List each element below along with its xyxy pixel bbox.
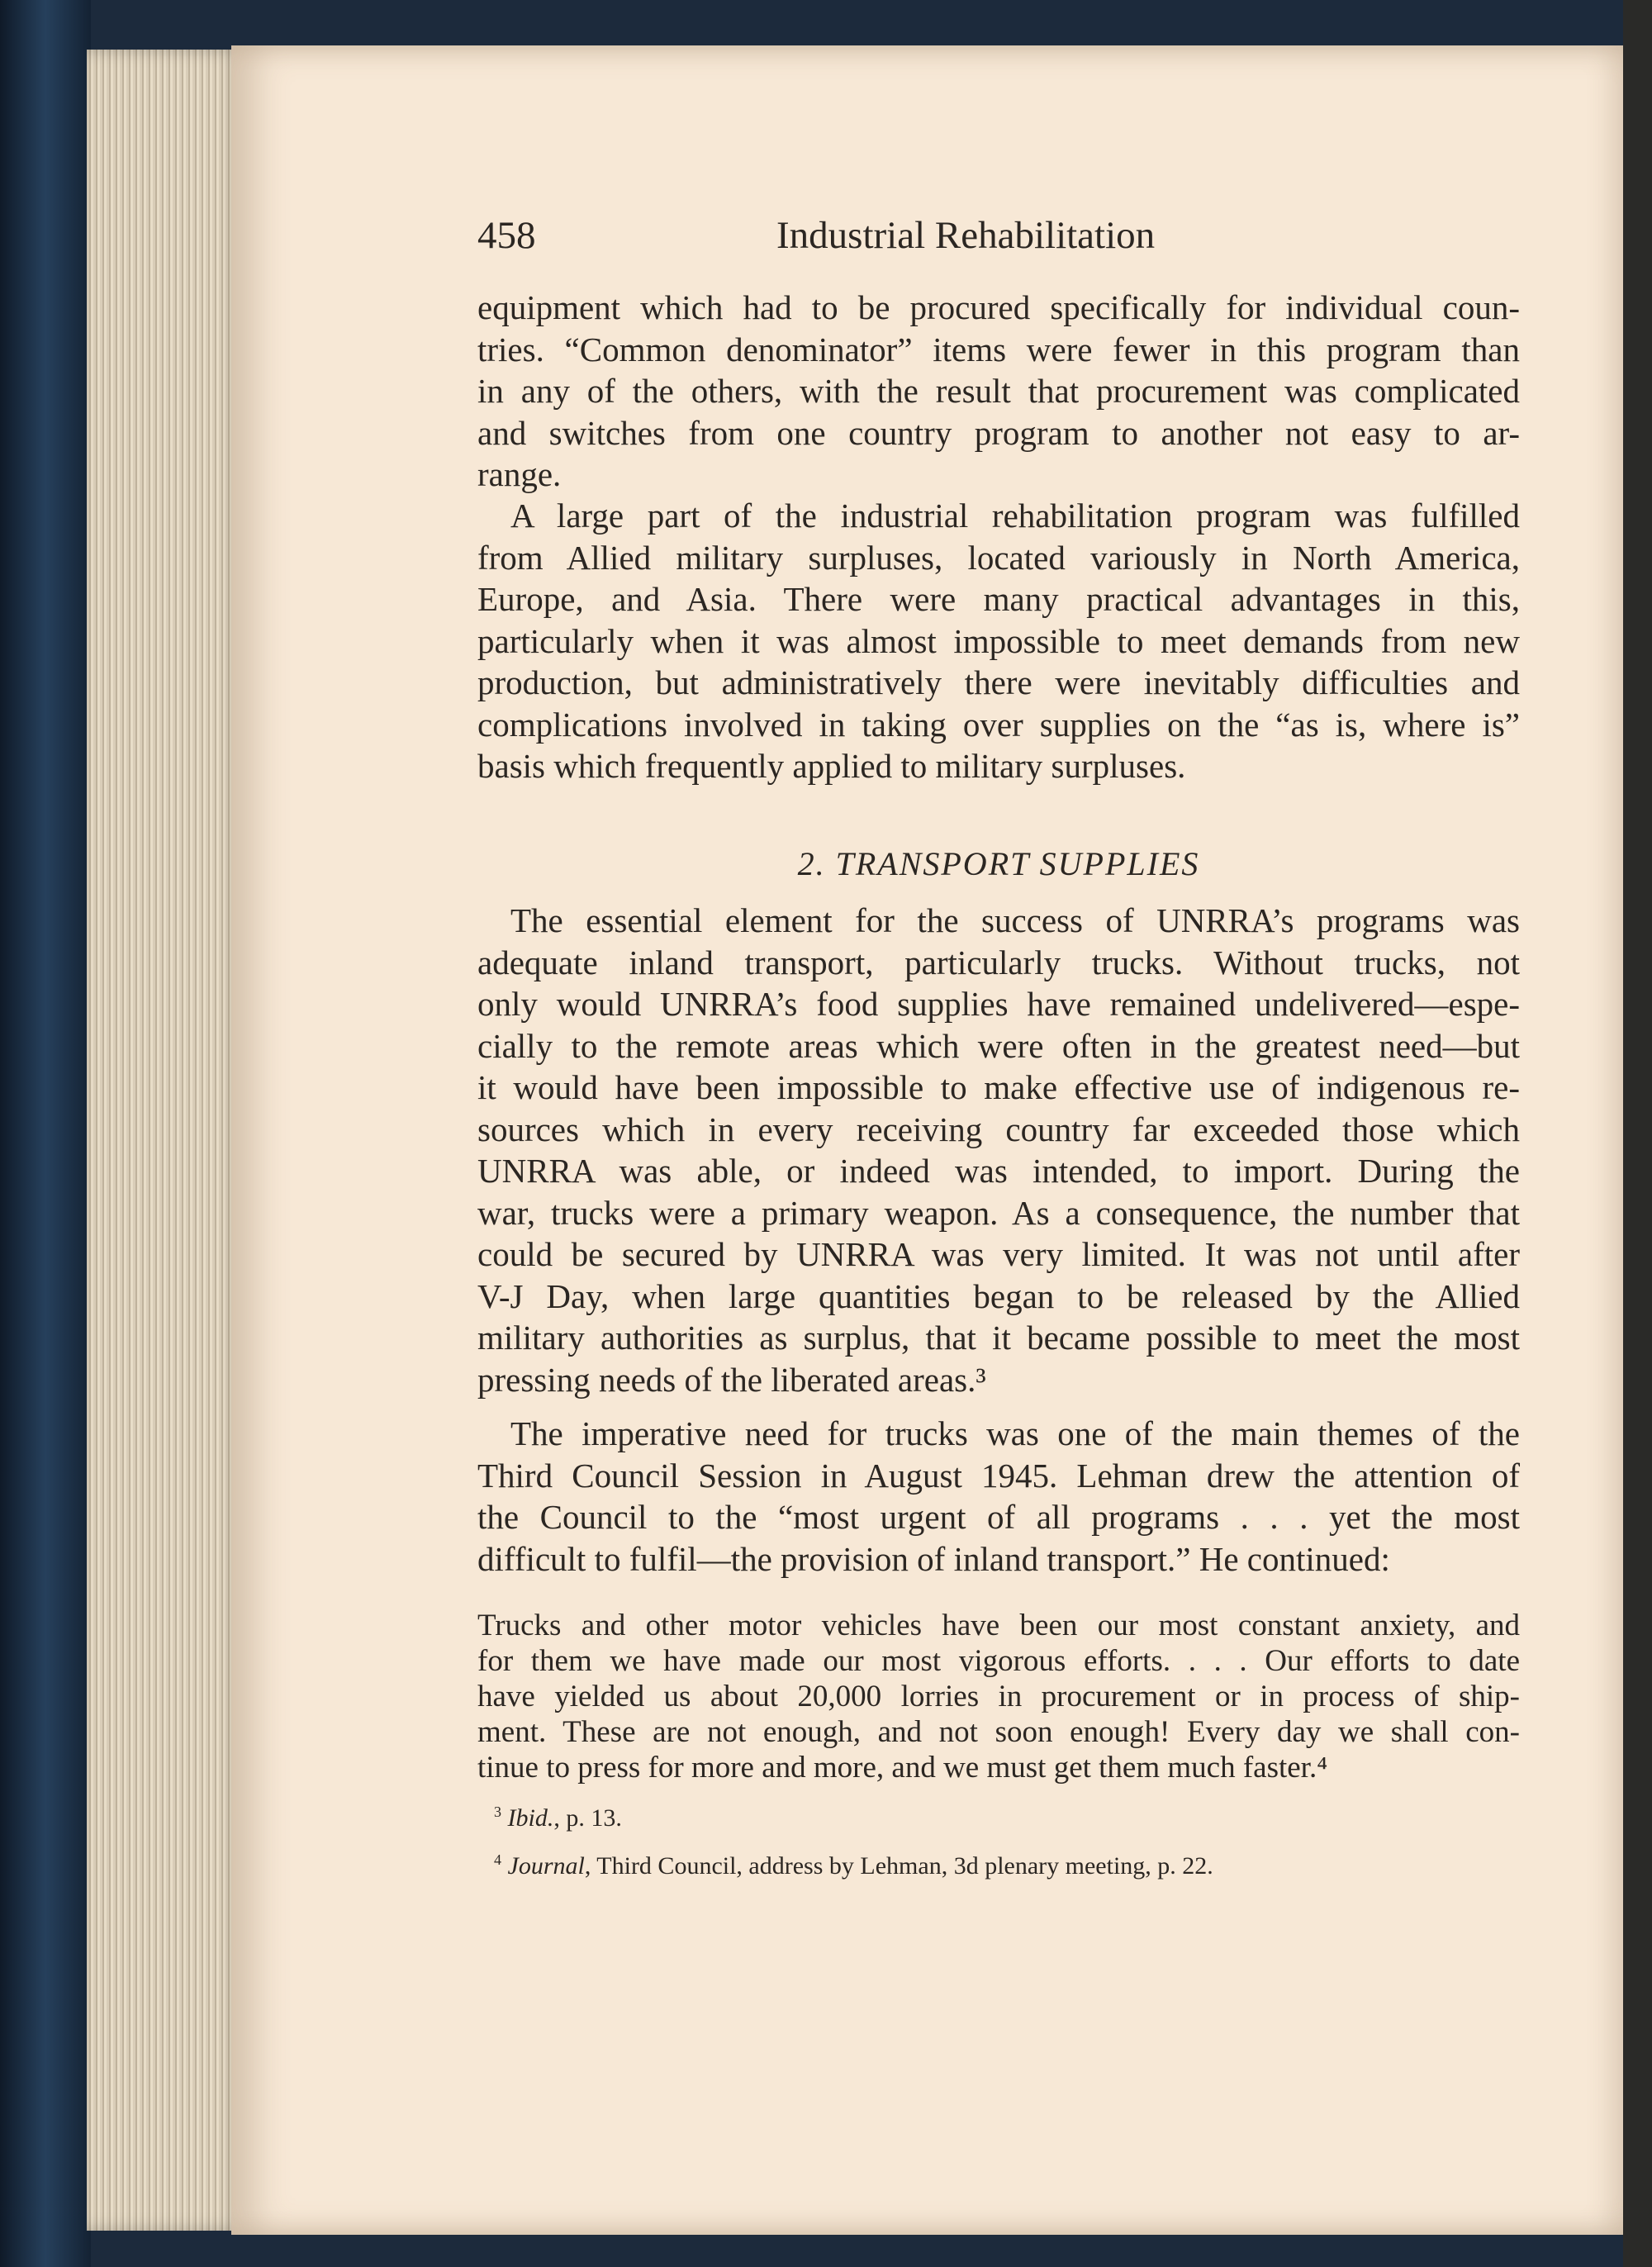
text-line: war, trucks were a primary weapon. As a consequence, the number that	[477, 1193, 1520, 1232]
footnote-text: , p. 13.	[553, 1804, 622, 1832]
text-line: pressing needs of the liberated areas.³	[477, 1360, 986, 1399]
text-line: could be secured by UNRRA was very limited. It was not until after	[477, 1235, 1520, 1273]
text-line: adequate inland transport, particularly trucks. Without trucks, not	[477, 943, 1520, 981]
text-line: the Council to the “most urgent of all programs . . . yet the most	[477, 1498, 1520, 1536]
text-line: sources which in every receiving country far exceeded those which	[477, 1110, 1520, 1148]
text-line: complications involved in taking over supplies on the “as is, where is”	[477, 705, 1520, 744]
text-line: cially to the remote areas which were often in the greatest need—but	[477, 1026, 1520, 1065]
text-line: production, but administratively there were inevitably difficulties and	[477, 663, 1520, 701]
paragraph-1	[477, 287, 1520, 496]
quote-line: tinue to press for more and more, and we must get them much faster.⁴	[477, 1751, 1328, 1785]
section-heading: 2. TRANSPORT SUPPLIES	[797, 845, 1200, 882]
text-line: and switches from one country program to another not easy to ar-	[477, 413, 1520, 452]
text-line: A large part of the industrial rehabilitation program was fulfilled	[510, 497, 1520, 535]
text-line: range.	[477, 455, 562, 493]
footnote-source: Ibid.	[507, 1804, 554, 1832]
quote-line: ment. These are not enough, and not soon enough! Every day we shall con-	[477, 1715, 1520, 1749]
text-line: military authorities as surplus, that it became possible to meet the most	[477, 1319, 1520, 1357]
text-line: Europe, and Asia. There were many practical advantages in this,	[477, 580, 1520, 618]
footnote-text: , Third Council, address by Lehman, 3d plenary meeting, p. 22.	[584, 1852, 1213, 1880]
text-line: in any of the others, with the result that procurement was complicated	[477, 372, 1520, 410]
text-line: tries. “Common denominator” items were fewer in this program than	[477, 330, 1520, 368]
footnote	[477, 1839, 1520, 1887]
text-line: Third Council Session in August 1945. Lehman drew the attention of	[477, 1456, 1520, 1495]
footnote-source: Journal	[507, 1852, 585, 1880]
footnotes	[477, 1791, 1520, 1887]
quote-line: Trucks and other motor vehicles have been our most constant anxiety, and	[477, 1609, 1520, 1642]
text-line: The imperative need for trucks was one of the main themes of the	[510, 1414, 1520, 1452]
quote-line: for them we have made our most vigorous efforts. . . . Our efforts to date	[477, 1644, 1520, 1678]
running-title: Industrial Rehabilitation	[776, 214, 1156, 257]
paragraph-3	[477, 900, 1520, 1400]
footnote	[477, 1791, 1520, 1839]
text-line: The essential element for the success of UNRRA’s programs was	[510, 901, 1520, 939]
quote-line: have yielded us about 20,000 lorries in procurement or in process of ship-	[477, 1680, 1520, 1713]
text-line: particularly when it was almost impossible to meet demands from new	[477, 621, 1520, 660]
page-edges	[87, 50, 244, 2231]
text-line: it would have been impossible to make effective use of indigenous re-	[477, 1068, 1520, 1106]
text-line: V-J Day, when large quantities began to be released by the Allied	[477, 1276, 1520, 1315]
paragraph-2	[477, 495, 1520, 787]
text-line: equipment which had to be procured specifically for individual coun-	[477, 288, 1520, 326]
block-quote	[477, 1608, 1520, 1785]
page-number: 458	[477, 214, 536, 257]
book-gutter-right	[1623, 0, 1652, 2267]
book-cover-edge	[0, 0, 91, 2267]
text-line: basis which frequently applied to military surpluses.	[477, 747, 1186, 785]
footnote-mark: 3	[494, 1804, 501, 1820]
text-line: from Allied military surpluses, located variously in North America,	[477, 538, 1520, 577]
paragraph-4	[477, 1413, 1520, 1580]
text-line: difficult to fulfil—the provision of inland transport.” He continued:	[477, 1539, 1390, 1578]
footnote-mark: 4	[494, 1851, 501, 1868]
text-line: only would UNRRA’s food supplies have remained undelivered—espe-	[477, 985, 1520, 1023]
text-line: UNRRA was able, or indeed was intended, to import. During the	[477, 1152, 1520, 1190]
